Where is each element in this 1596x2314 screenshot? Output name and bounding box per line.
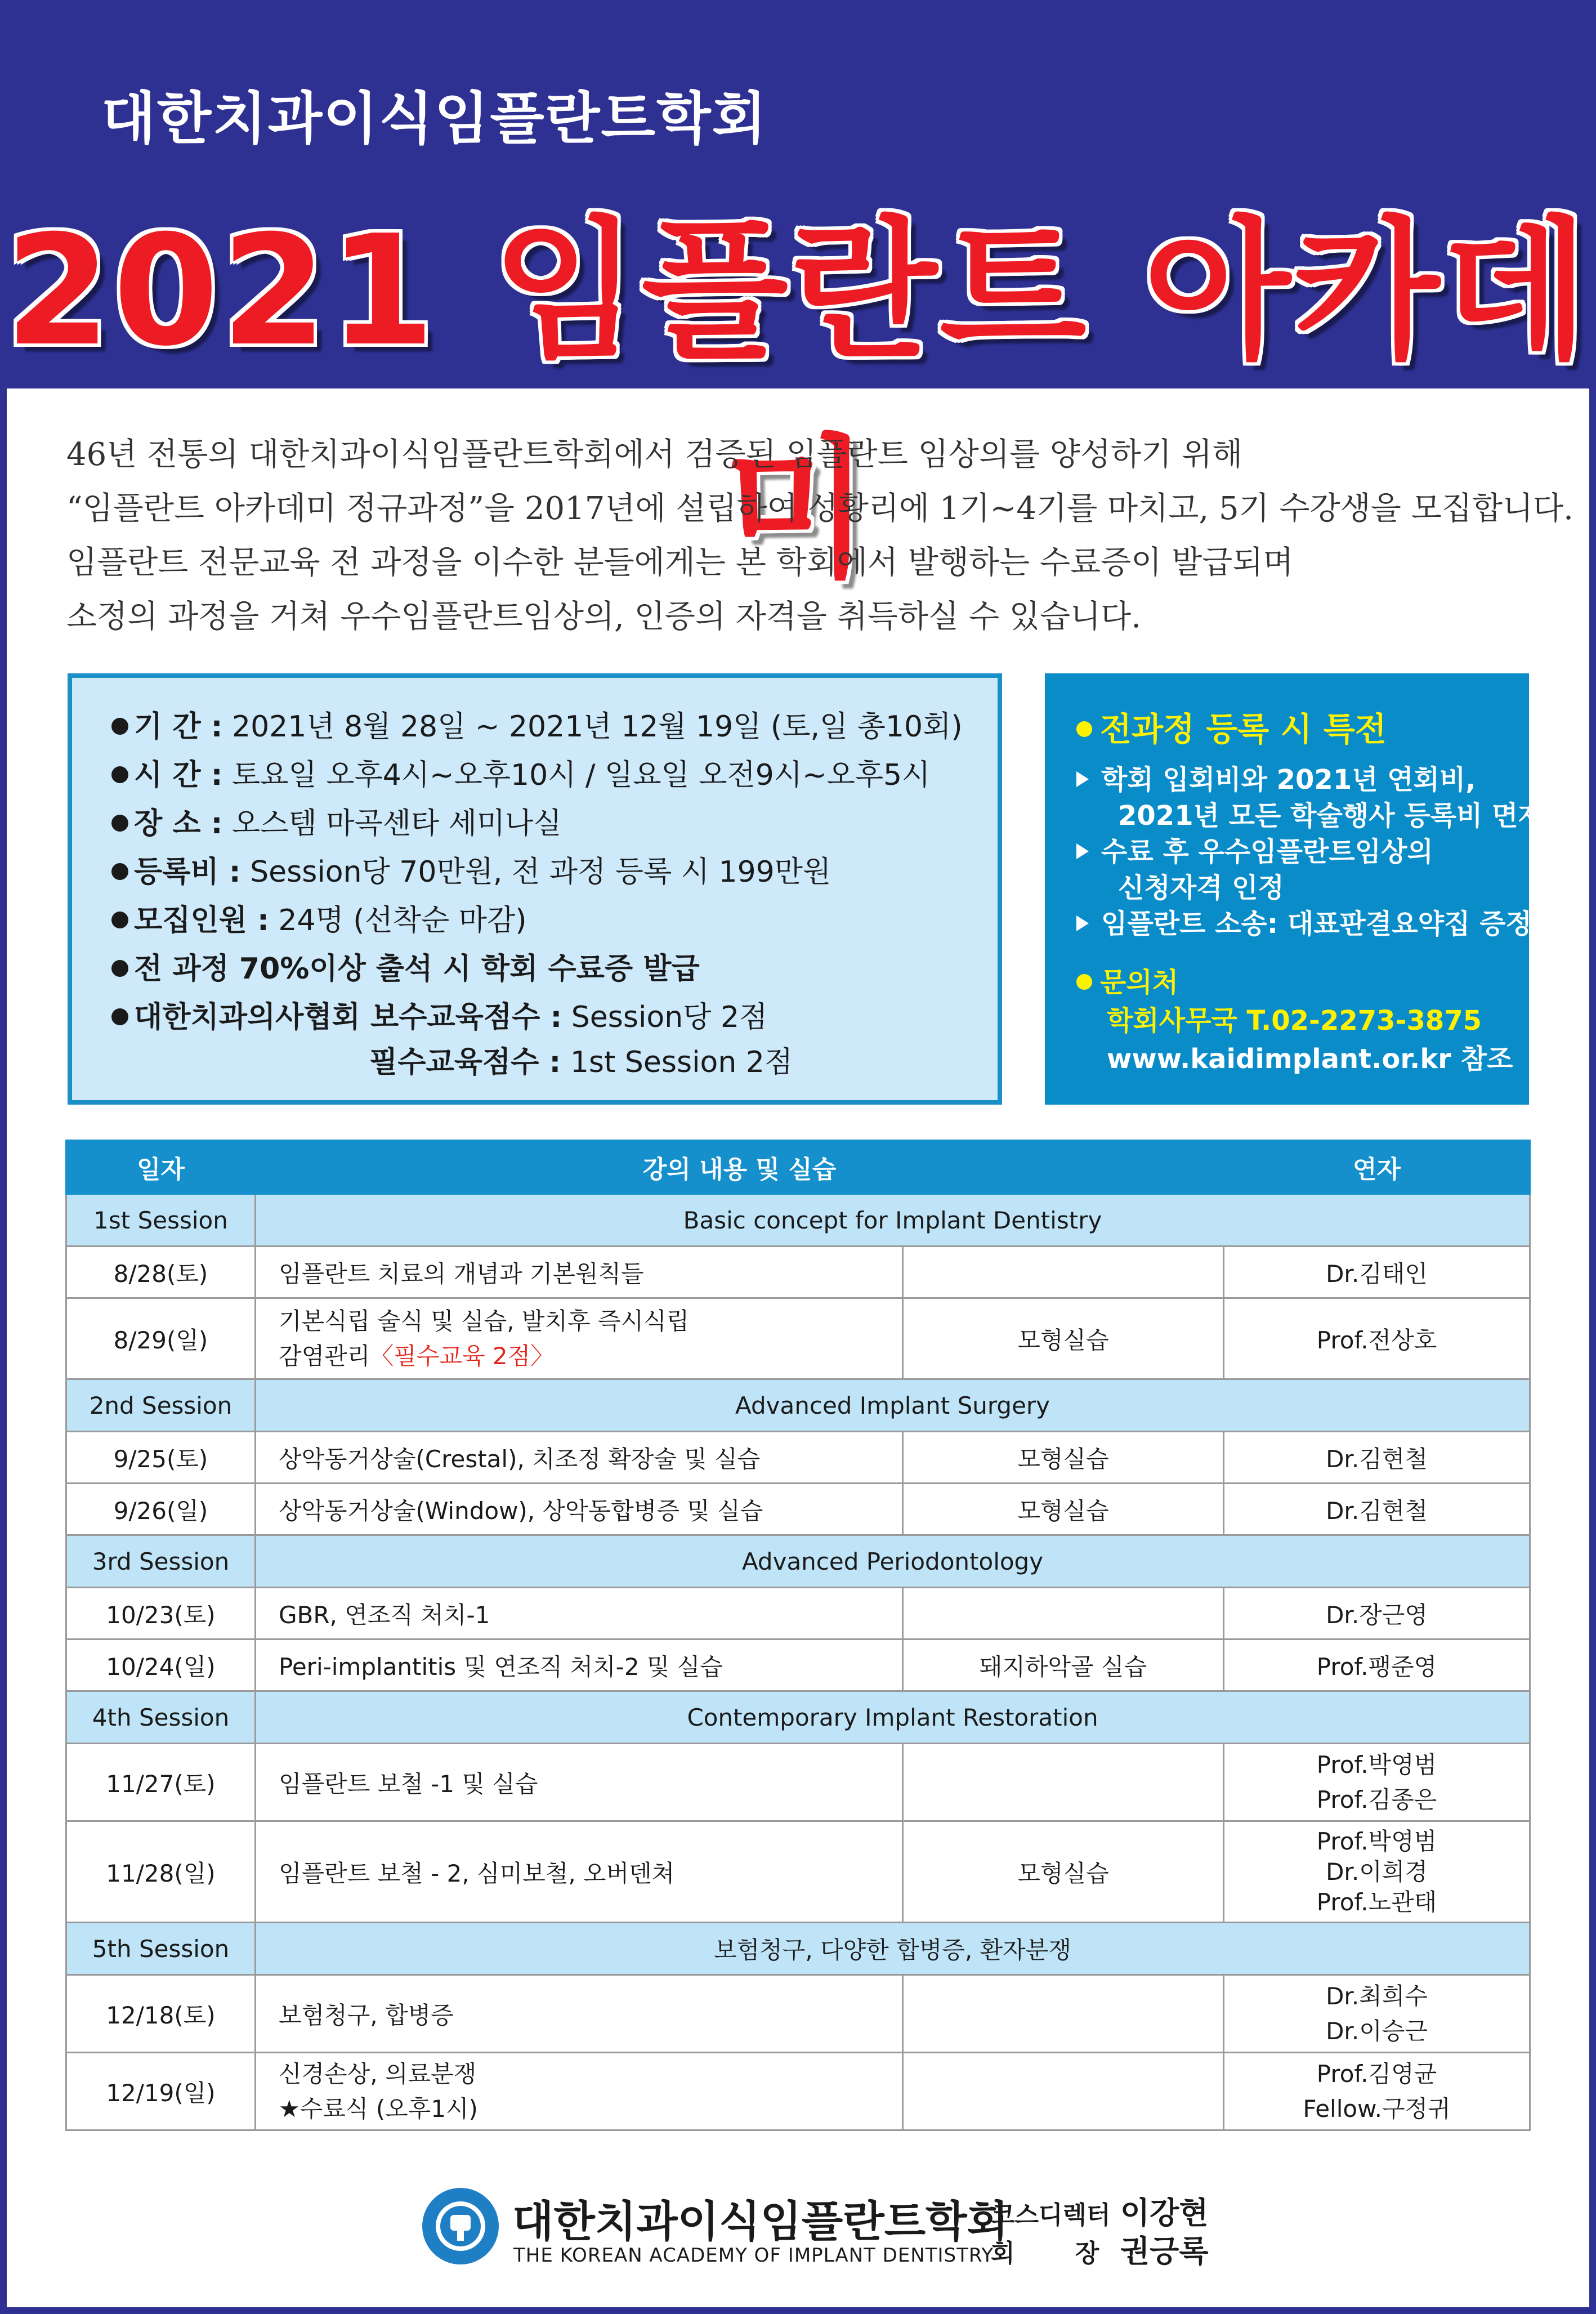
row-content: 상악동거상술(Window), 상악동합병증 및 실습: [256, 1484, 903, 1535]
session-row: [66, 1194, 1530, 1247]
session-name: 5th Session: [66, 1923, 256, 1975]
row-practice: [903, 1247, 1224, 1298]
info-place: 장 소 : 오스템 마곡센타 세미나실: [111, 799, 562, 842]
table-row: [66, 1744, 1530, 1821]
benefit-item-cont: 2021년 모든 학술행사 등록비 면제: [1118, 800, 1544, 832]
column-header: 강의 내용 및 실습: [256, 1141, 1224, 1194]
session-topic: 보험청구, 다양한 합병증, 환자분쟁: [256, 1923, 1530, 1975]
benefit-item: 학회 입회비와 2021년 연회비,: [1076, 758, 1476, 797]
row-practice: [903, 2053, 1224, 2130]
row-practice: 모형실습: [903, 1484, 1224, 1535]
row-date: 11/27(토): [66, 1744, 256, 1821]
session-name: 3rd Session: [66, 1535, 256, 1588]
row-practice: 모형실습: [903, 1432, 1224, 1484]
row-practice: [903, 1744, 1224, 1821]
required-credit-note: 〈필수교육 2점〉: [370, 1342, 555, 1370]
row-content: 기본식립 술식 및 실습, 발치후 즉시식립 감염관리〈필수교육 2점〉: [256, 1298, 903, 1379]
column-header: 일자: [66, 1141, 256, 1194]
bullet-icon: [111, 1008, 128, 1025]
footer-org-name-en: THE KOREAN ACADEMY OF IMPLANT DENTISTRY: [513, 2244, 994, 2267]
row-content: 임플란트 치료의 개념과 기본원칙들: [256, 1247, 903, 1298]
intro-line: 46년 전통의 대한치과이식임플란트학회에서 검증된 임플란트 임상의를 양성하기 위해: [66, 436, 1243, 473]
course-info-box: [68, 673, 1002, 1105]
session-row: [66, 1535, 1530, 1588]
table-row: [66, 1298, 1530, 1379]
intro-line: 소정의 과정을 거쳐 우수임플란트임상의, 인증의 자격을 취득하실 수 있습니다.: [66, 598, 1142, 635]
triangle-icon: [1076, 843, 1089, 859]
info-credit-required: 필수교육점수 : 1st Session 2점: [369, 1046, 793, 1079]
row-date: 12/18(토): [66, 1975, 256, 2053]
session-topic: Basic concept for Implant Dentistry: [256, 1194, 1530, 1247]
intro-line: 임플란트 전문교육 전 과정을 이수한 분들에게는 본 학회에서 발행하는 수료증이 발급되며: [66, 544, 1294, 581]
schedule-table: [65, 1140, 1531, 2131]
session-row: [66, 1379, 1530, 1432]
row-practice: 모형실습: [903, 1298, 1224, 1379]
row-practice: 모형실습: [903, 1821, 1224, 1923]
info-period: 기 간 : 2021년 8월 28일 ~ 2021년 12월 19일 (토,일 총10회): [111, 703, 963, 745]
table-row: [66, 1484, 1530, 1535]
academy-logo-icon: [421, 2187, 500, 2266]
benefit-item: 임플란트 소송: 대표판결요약집 증정: [1076, 902, 1532, 941]
table-row: [66, 2053, 1530, 2130]
row-practice: [903, 1588, 1224, 1640]
table-row: [66, 1247, 1530, 1298]
row-date: 9/25(토): [66, 1432, 256, 1484]
intro-line: “임플란트 아카데미 정규과정”을 2017년에 설립하여 성황리에 1기~4기를 마치고, 5기 수강생을 모집합니다.: [66, 490, 1573, 527]
bullet-icon: [111, 863, 128, 880]
table-header-row: [66, 1141, 1530, 1194]
bullet-icon: [1076, 721, 1092, 737]
triangle-icon: [1076, 915, 1089, 931]
footer-org-name: 대한치과이식임플란트학회: [512, 2196, 1008, 2246]
president-role: 회 장: [991, 2239, 1099, 2268]
row-date: 8/28(토): [66, 1247, 256, 1298]
bullet-icon: [1076, 974, 1092, 990]
session-name: 2nd Session: [66, 1379, 256, 1432]
bullet-icon: [111, 766, 128, 783]
session-topic: Contemporary Implant Restoration: [256, 1691, 1530, 1744]
table-row: [66, 1975, 1530, 2053]
row-speaker: Dr.최희수 Dr.이승근: [1224, 1975, 1530, 2053]
row-date: 8/29(일): [66, 1298, 256, 1379]
org-title: 대한치과이식임플란트학회: [101, 86, 768, 151]
row-content: Peri-implantitis 및 연조직 처치-2 및 실습: [256, 1640, 903, 1691]
row-speaker: Prof.박영범 Prof.김종은: [1224, 1744, 1530, 1821]
row-content: GBR, 연조직 처치-1: [256, 1588, 903, 1640]
triangle-icon: [1076, 771, 1089, 787]
info-certificate: 전 과정 70%이상 출석 시 학회 수료증 발급: [111, 945, 700, 987]
session-topic: Advanced Implant Surgery: [256, 1379, 1530, 1432]
column-header: 연자: [1224, 1141, 1530, 1194]
bullet-icon: [111, 718, 128, 735]
row-date: 10/23(토): [66, 1588, 256, 1640]
benefit-item-cont: 신청자격 인정: [1118, 872, 1284, 904]
contact-heading: 문의처: [1076, 961, 1178, 999]
info-credit: 대한치과의사협회 보수교육점수 : Session당 2점: [111, 993, 767, 1035]
director-name: 이강현: [1120, 2195, 1209, 2231]
row-date: 12/19(일): [66, 2053, 256, 2130]
row-speaker: Prof.박영범 Dr.이희경 Prof.노관태: [1224, 1821, 1530, 1923]
session-name: 1st Session: [66, 1194, 256, 1247]
row-date: 11/28(일): [66, 1821, 256, 1923]
row-speaker: Prof.김영균 Fellow.구정귀: [1224, 2053, 1530, 2130]
benefit-item: 수료 후 우수임플란트임상의: [1076, 830, 1433, 869]
director-role: 코스디렉터: [991, 2201, 1111, 2230]
row-content: 임플란트 보철 -1 및 실습: [256, 1744, 903, 1821]
session-row: [66, 1691, 1530, 1744]
info-capacity: 모집인원 : 24명 (선착순 마감): [111, 896, 527, 939]
row-content: 상악동거상술(Crestal), 치조정 확장술 및 실습: [256, 1432, 903, 1484]
row-practice: 돼지하악골 실습: [903, 1640, 1224, 1691]
page-title: 2021 임플란트 아카데미: [5, 202, 1591, 598]
row-speaker: Dr.김현철: [1224, 1432, 1530, 1484]
table-row: [66, 1588, 1530, 1640]
info-fee: 등록비 : Session당 70만원, 전 과정 등록 시 199만원: [111, 848, 831, 890]
intro-text: [66, 428, 1573, 644]
row-speaker: Prof.팽준영: [1224, 1640, 1530, 1691]
info-time: 시 간 : 토요일 오후4시~오후10시 / 일요일 오전9시~오후5시: [111, 751, 930, 793]
bullet-icon: [111, 912, 128, 928]
row-date: 10/24(일): [66, 1640, 256, 1691]
row-practice: [903, 1975, 1224, 2053]
row-speaker: Dr.김현철: [1224, 1484, 1530, 1535]
contact-office: 학회사무국 T.02-2273-3875: [1107, 1005, 1482, 1037]
row-speaker: Prof.전상호: [1224, 1298, 1530, 1379]
table-row: [66, 1432, 1530, 1484]
bullet-icon: [111, 815, 128, 832]
president-name: 권긍록: [1120, 2233, 1209, 2269]
session-name: 4th Session: [66, 1691, 256, 1744]
row-content: 임플란트 보철 - 2, 심미보철, 오버덴쳐: [256, 1821, 903, 1923]
row-speaker: Dr.장근영: [1224, 1588, 1530, 1640]
session-row: [66, 1923, 1530, 1975]
benefit-heading: 전과정 등록 시 특전: [1076, 703, 1387, 750]
row-content: 신경손상, 의료분쟁 ★수료식 (오후1시): [256, 2053, 903, 2130]
row-content: 보험청구, 합병증: [256, 1975, 903, 2053]
row-speaker: Dr.김태인: [1224, 1247, 1530, 1298]
session-topic: Advanced Periodontology: [256, 1535, 1530, 1588]
table-row: [66, 1640, 1530, 1691]
contact-web: www.kaidimplant.or.kr 참조: [1107, 1043, 1513, 1075]
bullet-icon: [111, 960, 128, 977]
benefit-box: [1045, 673, 1544, 1105]
row-date: 9/26(일): [66, 1484, 256, 1535]
table-row: [66, 1821, 1530, 1923]
